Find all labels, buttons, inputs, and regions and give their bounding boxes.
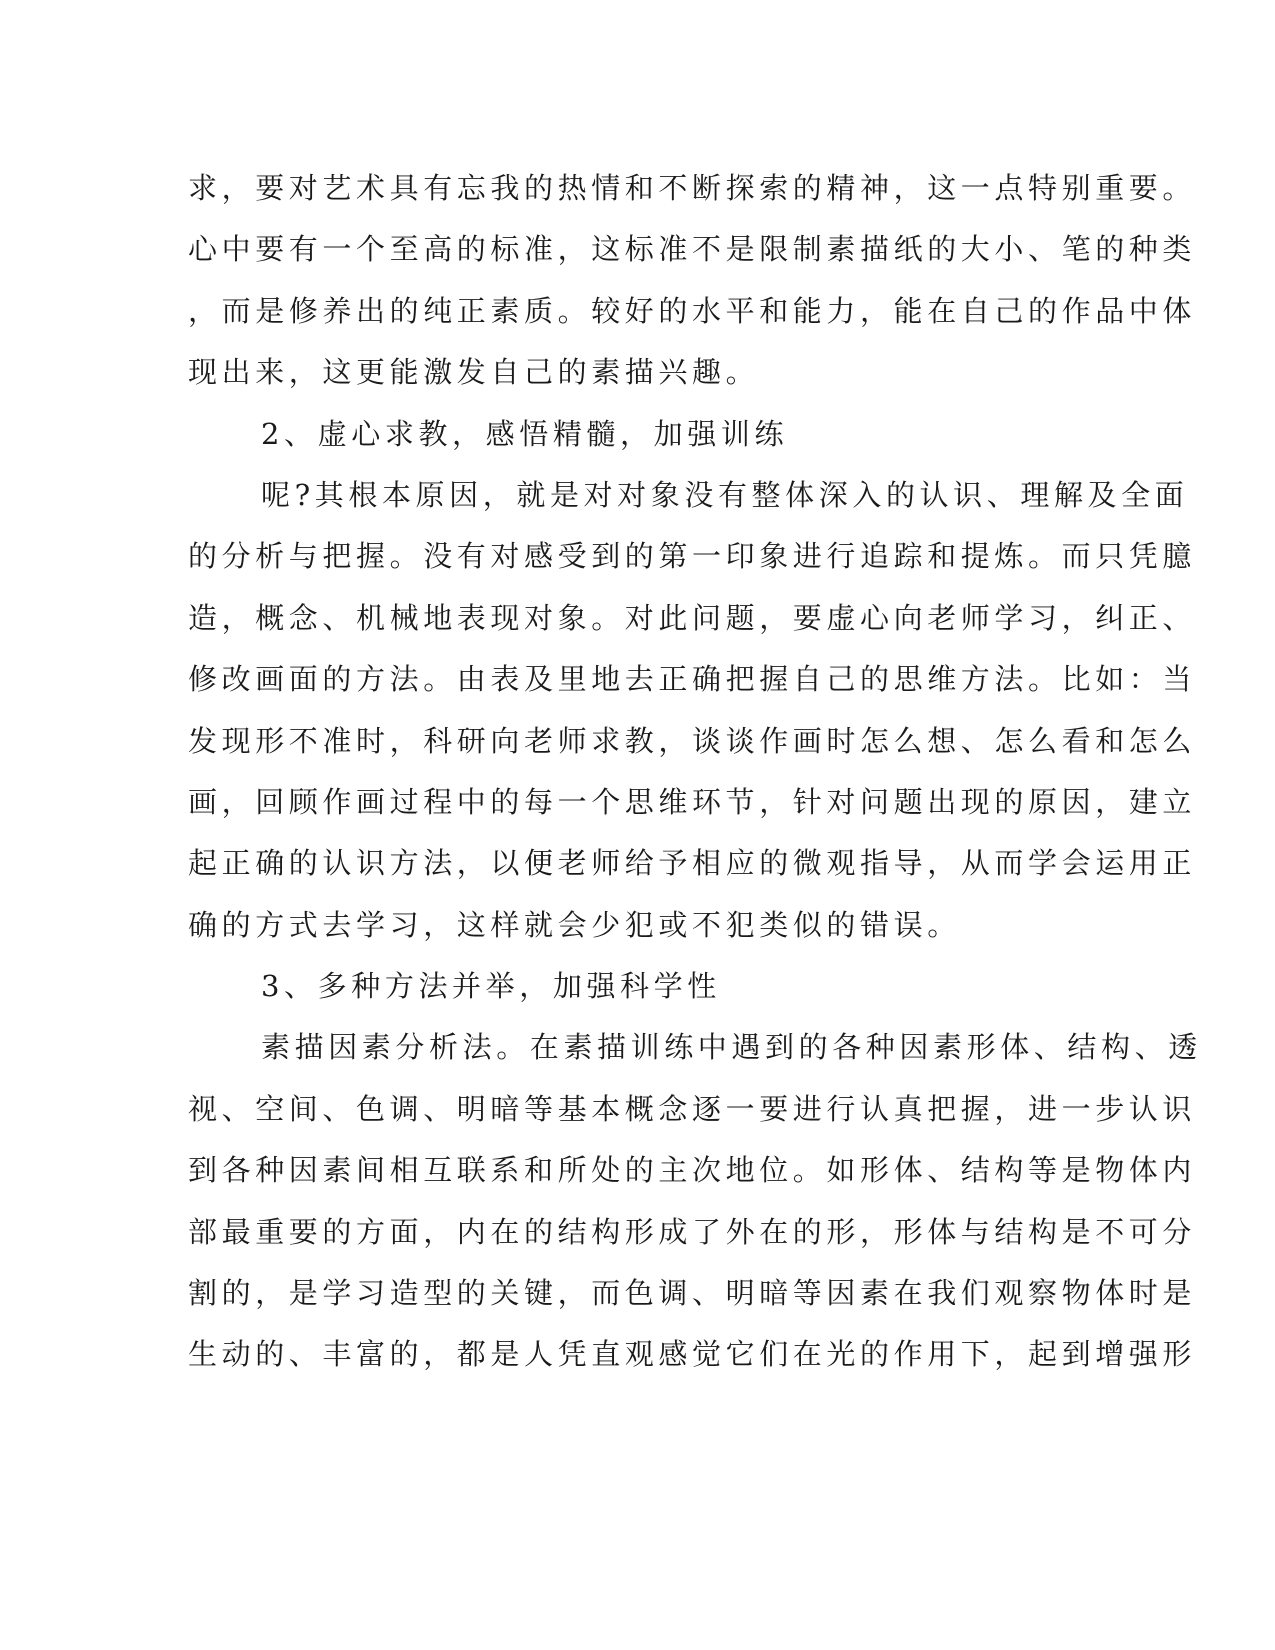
text-line: ，而是修养出的纯正素质。较好的水平和能力，能在自己的作品中体 [188, 293, 1197, 328]
text-line: 的分析与把握。没有对感受到的第一印象进行追踪和提炼。而只凭臆 [188, 539, 1197, 574]
text-line: 到各种因素间相互联系和所处的主次地位。如形体、结构等是物体内 [188, 1153, 1197, 1188]
text-line: 发现形不准时，科研向老师求教，谈谈作画时怎么想、怎么看和怎么 [188, 723, 1197, 758]
body-text [188, 158, 1202, 1386]
text-line: 心中要有一个至高的标准，这标准不是限制素描纸的大小、笔的种类 [188, 232, 1197, 267]
text-line: 求，要对艺术具有忘我的热情和不断探索的精神，这一点特别重要。 [188, 171, 1197, 205]
paragraph-start-line: 素描因素分析法。在素描训练中遇到的各种因素形体、结构、透 [261, 1030, 1202, 1065]
text-line: 画，回顾作画过程中的每一个思维环节，针对问题出现的原因，建立 [188, 784, 1197, 819]
text-line: 生动的、丰富的，都是人凭直观感觉它们在光的作用下，起到增强形 [188, 1337, 1197, 1372]
text-line: 割的，是学习造型的关键，而色调、明暗等因素在我们观察物体时是 [188, 1276, 1197, 1311]
paragraph-start-line: 2、虚心求教，感悟精髓，加强训练 [261, 416, 789, 451]
text-line: 修改画面的方法。由表及里地去正确把握自己的思维方法。比如：当 [188, 662, 1197, 697]
text-line: 造，概念、机械地表现对象。对此问题，要虚心向老师学习，纠正、 [188, 600, 1197, 635]
paragraph-start-line: 呢?其根本原因，就是对对象没有整体深入的认识、理解及全面 [261, 477, 1189, 512]
text-line: 部最重要的方面，内在的结构形成了外在的形，形体与结构是不可分 [188, 1214, 1197, 1249]
text-line: 现出来，这更能激发自己的素描兴趣。 [188, 355, 760, 390]
text-line: 确的方式去学习，这样就会少犯或不犯类似的错误。 [188, 907, 961, 942]
text-line: 起正确的认识方法，以便老师给予相应的微观指导，从而学会运用正 [188, 846, 1197, 881]
text-line: 视、空间、色调、明暗等基本概念逐一要进行认真把握，进一步认识 [188, 1091, 1197, 1126]
paragraph-start-line: 3、多种方法并举，加强科学性 [261, 969, 721, 1004]
